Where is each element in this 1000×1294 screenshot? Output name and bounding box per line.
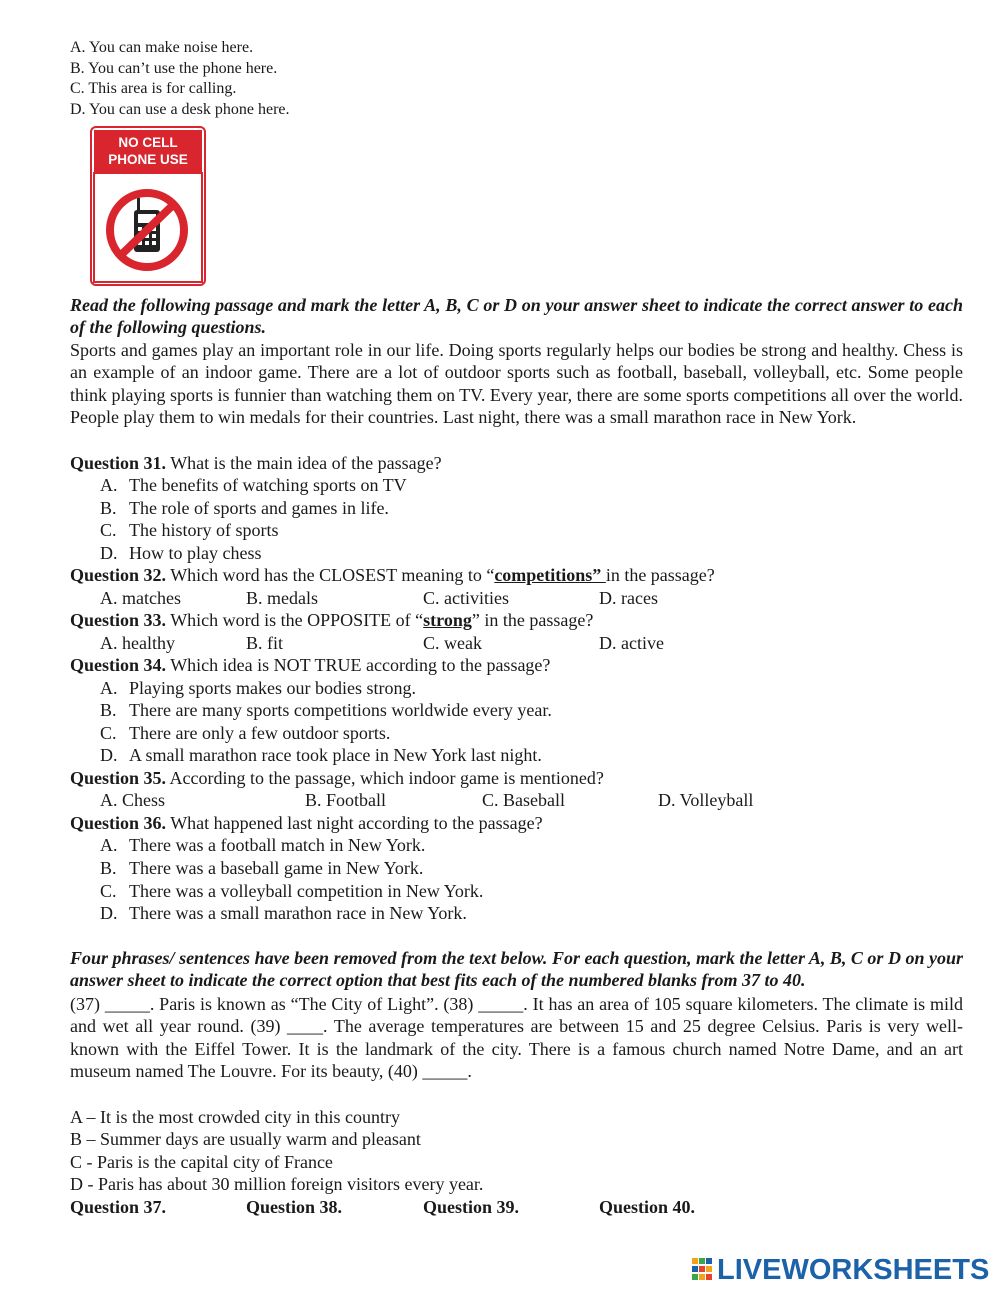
q33-option-b[interactable]: B. fit [246,633,284,653]
q35-option-d[interactable]: D. Volleyball [658,790,754,810]
no-cell-phone-sign [90,126,206,286]
cloze-choice-a: A – It is the most crowded city in this country [70,1107,400,1127]
q33-option-a[interactable]: A. healthy [100,633,175,653]
question-31: Question 31. What is the main idea of the passage? [70,453,442,473]
reading-instruction: Read the following passage and mark the letter A, B, C or D on your answer sheet to indicate the correct answer to each of the following questions. [70,295,963,338]
q34-option-c[interactable]: C. There are only a few outdoor sports. [100,723,391,743]
cloze-choice-b: B – Summer days are usually warm and pleasant [70,1129,421,1149]
answer-question-39[interactable]: Question 39. [423,1197,520,1217]
top-option-c: C. This area is for calling. [70,80,237,97]
q33-option-d[interactable]: D. active [599,633,664,653]
q35-option-b[interactable]: B. Football [305,790,387,810]
question-33: Question 33. Which word is the OPPOSITE of “strong” in the passage? [70,610,594,630]
cloze-choice-c: C - Paris is the capital city of France [70,1152,333,1172]
logo-text: LIVEWORKSHEETS [717,1253,990,1286]
answer-question-40[interactable]: Question 40. [599,1197,696,1217]
top-option-a: A. You can make noise here. [70,39,254,56]
top-option-d: D. You can use a desk phone here. [70,101,290,118]
q31-option-d[interactable]: D. How to play chess [100,543,262,563]
answer-question-38[interactable]: Question 38. [246,1197,343,1217]
q32-option-b[interactable]: B. medals [246,588,318,608]
reading-passage: Sports and games play an important role in our life. Doing sports regularly helps our bodies be strong and healthy. Chess is an example of an indoor game. There are a lot of outdoor sports such as football, baseball, volleyball, etc. Some people think playing sports is funnier than watching them on TV. Every year, there are some sports competitions all over the world. People play them to win medals for their countries. Last night, there was a small marathon race in New York. [70,340,963,428]
q36-option-d[interactable]: D. There was a small marathon race in New York. [100,903,467,923]
liveworksheets-blocks-icon [692,1258,714,1282]
q34-option-a[interactable]: A. Playing sports makes our bodies strong. [100,678,416,698]
q31-option-a[interactable]: A. The benefits of watching sports on TV [100,475,407,495]
q31-option-b[interactable]: B. The role of sports and games in life. [100,498,389,518]
q35-option-a[interactable]: A. Chess [100,790,166,810]
q32-option-c[interactable]: C. activities [423,588,509,608]
question-36: Question 36. What happened last night according to the passage? [70,813,543,833]
q34-option-b[interactable]: B. There are many sports competitions worldwide every year. [100,700,552,720]
q34-option-d[interactable]: D. A small marathon race took place in New York last night. [100,745,542,765]
q36-option-b[interactable]: B. There was a baseball game in New York. [100,858,424,878]
q32-option-d[interactable]: D. races [599,588,658,608]
question-34: Question 34. Which idea is NOT TRUE according to the passage? [70,655,551,675]
top-option-b: B. You can’t use the phone here. [70,60,278,77]
question-32: Question 32. Which word has the CLOSEST meaning to “competitions” in the passage? [70,565,715,585]
q36-option-a[interactable]: A. There was a football match in New York. [100,835,426,855]
sign-line2: PHONE USE [108,152,188,167]
q31-option-c[interactable]: C. The history of sports [100,520,279,540]
q32-option-a[interactable]: A. matches [100,588,181,608]
q33-option-c[interactable]: C. weak [423,633,482,653]
sign-line1: NO CELL [118,135,178,150]
q35-option-c[interactable]: C. Baseball [482,790,565,810]
liveworksheets-logo [692,1254,989,1286]
question-35: Question 35. According to the passage, which indoor game is mentioned? [70,768,604,788]
cloze-passage: (37) _____. Paris is known as “The City of Light”. (38) _____. It has an area of 105 square kilometers. The climate is mild and wet all year round. (39) ____. The average temperatures are between 15 and 25 degree Celsius. Paris is very well-known with the Eiffel Tower. It is the landmark of the city. There is a famous church named Notre Dame, and an art museum named The Louvre. For its beauty, (40) _____. [70,994,963,1082]
cloze-choice-d: D - Paris has about 30 million foreign visitors every year. [70,1174,484,1194]
answer-question-37[interactable]: Question 37. [70,1197,167,1217]
cloze-instruction: Four phrases/ sentences have been removed from the text below. For each question, mark the letter A, B, C or D on your answer sheet to indicate the correct option that best fits each of the numbered blanks from 37 to 40. [70,948,963,991]
q36-option-c[interactable]: C. There was a volleyball competition in New York. [100,881,484,901]
